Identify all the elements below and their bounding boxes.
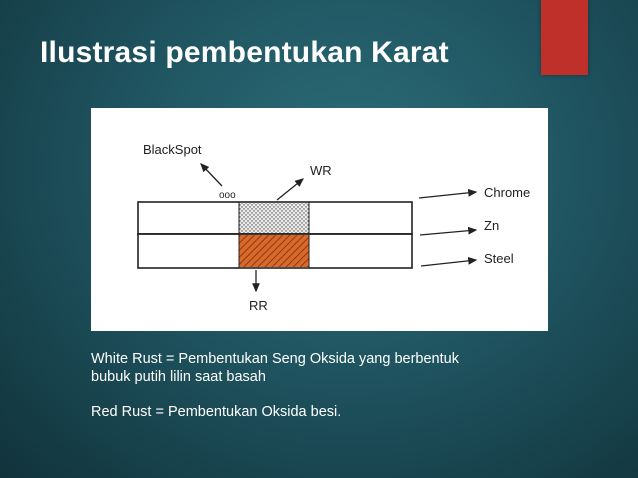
arrow-blackspot	[201, 164, 222, 186]
red-rust-line: Red Rust = Pembentukan Oksida besi.	[91, 404, 342, 420]
rust-diagram	[91, 108, 548, 331]
label-zn: Zn	[484, 218, 500, 233]
accent-bar	[541, 0, 588, 75]
arrow-zn	[420, 230, 476, 235]
rust-diagram-svg	[91, 108, 548, 331]
arrow-chrome	[419, 192, 476, 198]
white-rust-line-1: White Rust = Pembentukan Seng Oksida yang berbentuk	[91, 351, 459, 367]
arrow-steel	[421, 260, 476, 266]
label-blackspot: BlackSpot	[143, 142, 202, 157]
label-chrome: Chrome	[484, 185, 531, 200]
red-rust-area	[239, 235, 309, 267]
label-steel: Steel	[484, 251, 514, 266]
white-rust-line-2: bubuk putih lilin saat basah	[91, 368, 266, 385]
white-rust-area	[239, 203, 309, 233]
label-rr: RR	[249, 298, 268, 313]
black-spot-marks: ooo	[219, 190, 236, 201]
slide-title: Ilustrasi pembentukan Karat	[40, 36, 449, 69]
label-wr: WR	[310, 163, 332, 178]
slide-body	[91, 351, 551, 422]
arrow-wr	[277, 179, 303, 200]
